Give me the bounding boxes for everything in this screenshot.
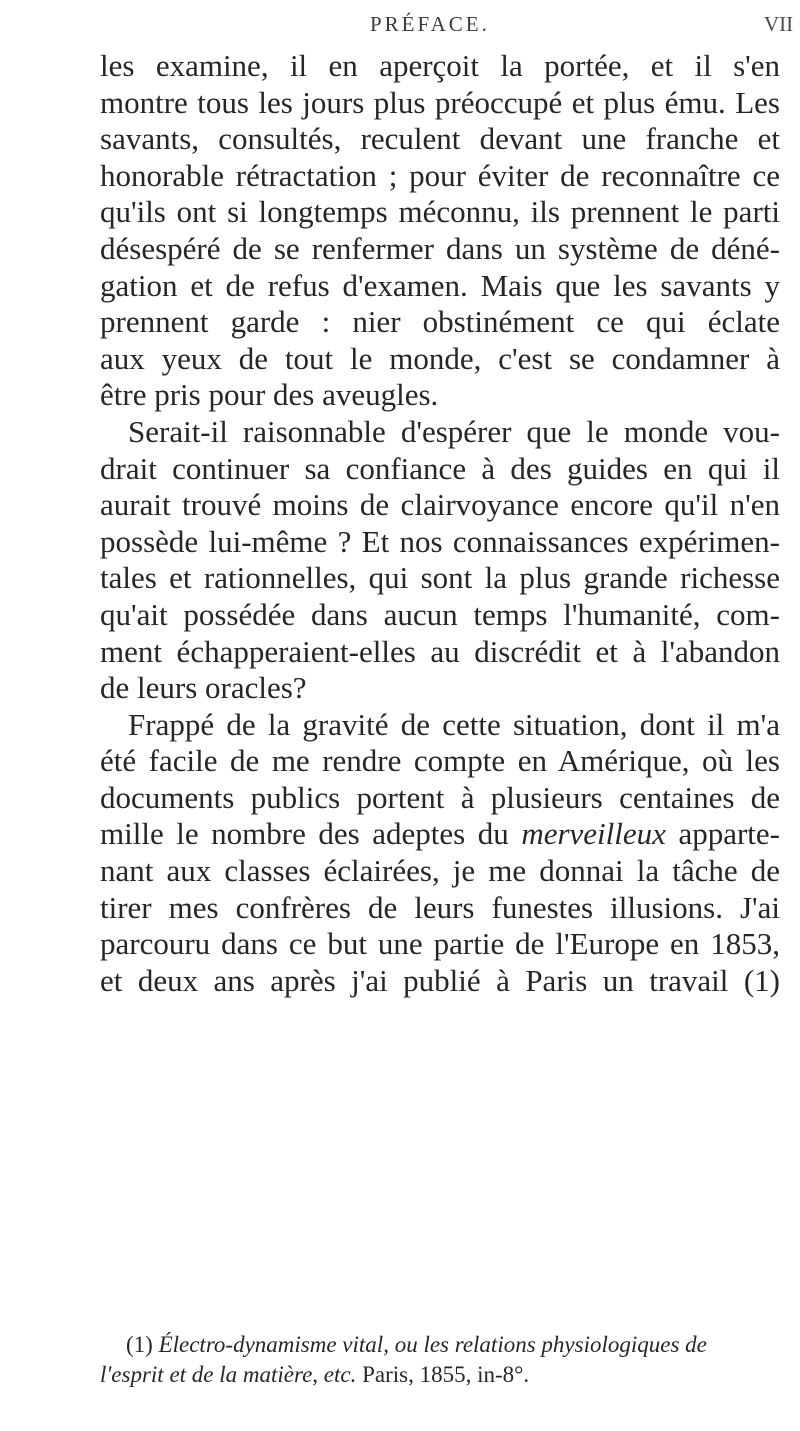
footnote [100, 1330, 780, 1390]
page-number: VII [764, 12, 794, 36]
text-line: Frappé de la gravité de cette situation, dont il m'a [128, 706, 780, 742]
text-line: tales et rationnelles, qui sont la plus grande richesse [100, 560, 780, 596]
text-line: les examine, il en aperçoit la portée, et il s'en [100, 48, 780, 83]
text-line: de leurs oracles? [100, 670, 307, 706]
footnote-line [100, 1360, 780, 1390]
text-line: parcouru dans ce but une partie de l'Europe en 1853, [100, 926, 780, 962]
text-line: été facile de me rendre compte en Amérique, où les [100, 743, 780, 779]
text-line: aurait trouvé moins de clairvoyance encore qu'il n'en [100, 487, 780, 523]
text-line: désespéré de se renfermer dans un système de déné- [100, 230, 780, 266]
text-line: ment échapperaient-elles au discrédit et à l'abandon [100, 633, 780, 669]
text-line: drait continuer sa confiance à des guides en qui il [100, 450, 780, 486]
footnote-marker: (1) [126, 1332, 153, 1357]
footnote-title-continued: l'esprit et de la matière, etc. [100, 1362, 357, 1387]
text-line: prennent garde : nier obstinément ce qui éclate [100, 304, 780, 340]
text-segment: mille le nombre des adeptes du [100, 816, 509, 852]
footnote-imprint: Paris, 1855, in-8°. [362, 1362, 530, 1387]
text-line: tirer mes confrères de leurs funestes illusions. J'ai [100, 889, 780, 925]
text-line: qu'ait possédée dans aucun temps l'humanité, com- [100, 596, 780, 632]
text-line: Serait-il raisonnable d'espérer que le monde vou- [128, 413, 780, 449]
text-line: possède lui-même ? Et nos connaissances expérimen- [100, 523, 780, 559]
text-line: et deux ans après j'ai publié à Paris un travail (1) [100, 962, 780, 998]
footnote-title: Électro-dynamisme vital, ou les relations physiologiques de [158, 1332, 707, 1357]
running-head [0, 6, 800, 46]
text-line [100, 816, 780, 853]
text-line: nant aux classes éclairées, je me donnai la tâche de [100, 853, 780, 889]
text-line: aux yeux de tout le monde, c'est se condamner à [100, 340, 780, 376]
text-line: montre tous les jours plus préoccupé et plus ému. Les [100, 84, 780, 120]
text-line: être pris pour des aveugles. [100, 377, 439, 413]
text-line: documents publics portent à plusieurs centaines de [100, 779, 780, 815]
text-line: gation et de refus d'examen. Mais que les savants y [100, 267, 780, 303]
text-line: qu'ils ont si longtemps méconnu, ils prennent le parti [100, 194, 780, 230]
running-title: PRÉFACE. [370, 12, 490, 36]
footnote-line [100, 1330, 780, 1360]
text-line: honorable rétractation ; pour éviter de reconnaître ce [100, 157, 780, 193]
text-segment: apparte- [678, 816, 780, 852]
text-line: savants, consultés, reculent devant une franche et [100, 121, 780, 157]
body-text [100, 48, 780, 999]
italic-word: merveilleux [521, 816, 666, 852]
